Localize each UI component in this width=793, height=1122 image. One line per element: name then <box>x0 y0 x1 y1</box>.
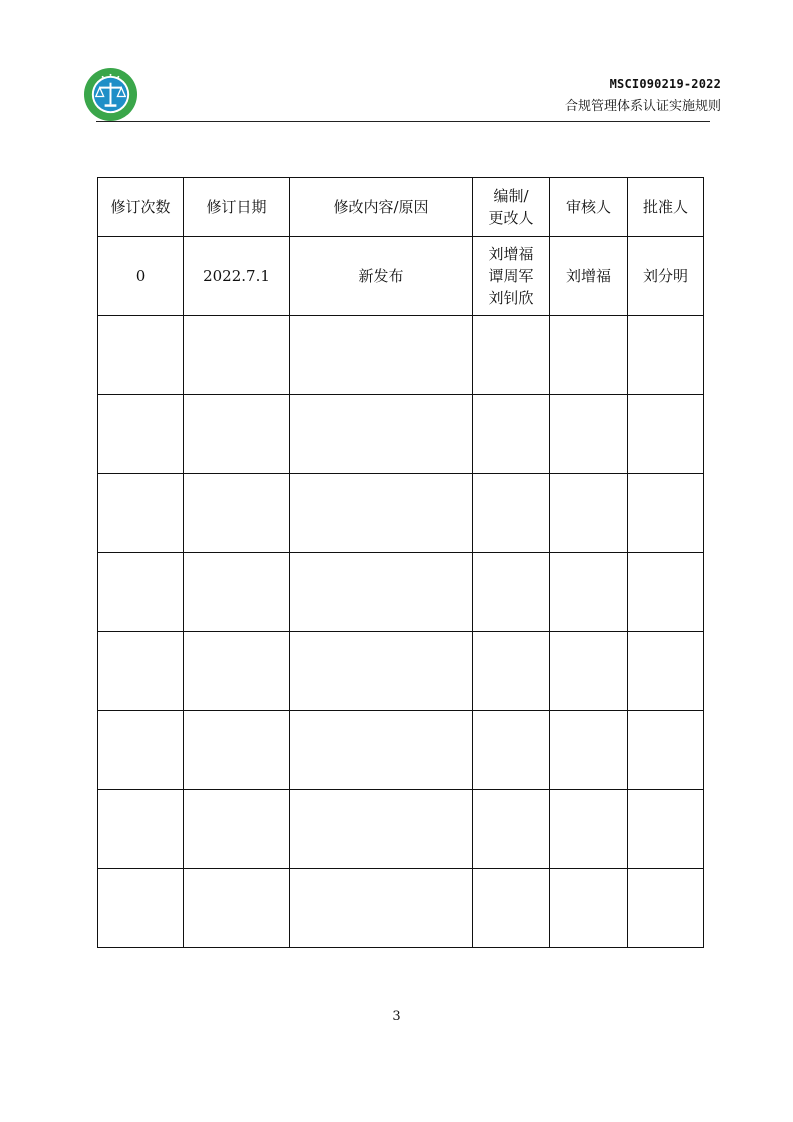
header-editor-line1: 编制/ <box>493 187 529 205</box>
header-editor <box>473 178 550 237</box>
table-row-empty <box>98 632 704 711</box>
header-revision-date: 修订日期 <box>184 178 290 237</box>
table-header-row <box>98 178 704 237</box>
certification-logo <box>83 67 138 122</box>
cell-approver: 刘分明 <box>628 237 704 316</box>
cell-content: 新发布 <box>290 237 473 316</box>
table-row <box>98 237 704 316</box>
editor-name: 刘钊欣 <box>488 289 534 307</box>
table-row-empty <box>98 474 704 553</box>
cell-editors <box>473 237 550 316</box>
document-title: 合规管理体系认证实施规则 <box>564 99 721 114</box>
table-row-empty <box>98 790 704 869</box>
table-row-empty <box>98 316 704 395</box>
table-row-empty <box>98 395 704 474</box>
header-content: 修改内容/原因 <box>290 178 473 237</box>
editor-name: 谭周军 <box>488 267 534 285</box>
table-row-empty <box>98 711 704 790</box>
editor-name: 刘增福 <box>488 245 534 263</box>
cell-revision-date: 2022.7.1 <box>184 237 290 316</box>
header-editor-line2: 更改人 <box>488 209 534 227</box>
cell-reviewer: 刘增福 <box>550 237 628 316</box>
table-row-empty <box>98 869 704 948</box>
header-reviewer: 审核人 <box>550 178 628 237</box>
page-number: 3 <box>392 1009 401 1024</box>
header-approver: 批准人 <box>628 178 704 237</box>
revision-history-table <box>97 177 704 948</box>
document-code: MSCI090219-2022 <box>609 77 721 91</box>
header-revision-no: 修订次数 <box>98 178 184 237</box>
cell-revision-no: 0 <box>98 237 184 316</box>
header-divider <box>96 121 710 122</box>
table-row-empty <box>98 553 704 632</box>
